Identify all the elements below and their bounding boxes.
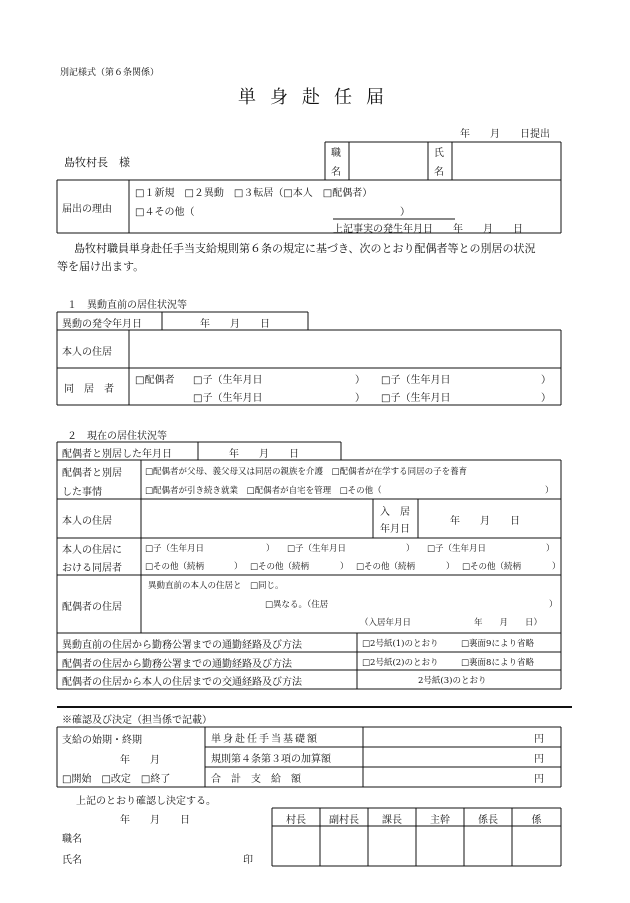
spouse-residence-different[interactable]: □異なる。（住居 — [265, 600, 329, 610]
route-2-option-b[interactable]: □裏面8により省略 — [461, 658, 534, 668]
prev-residence-field[interactable] — [130, 331, 560, 367]
move-in-date[interactable]: 年 月 日 — [450, 516, 520, 527]
current-child-1[interactable]: □子（生年月日 — [145, 544, 205, 554]
cohabitant-child-a2[interactable]: □子（生年月日 — [193, 393, 263, 404]
period-checks[interactable]: □開始 □改定 □終了 — [62, 774, 171, 785]
current-other-3-close: ） — [446, 562, 455, 572]
route-1-option-b[interactable]: □裏面9により省略 — [461, 639, 534, 649]
reason-label: 届出の理由 — [62, 204, 112, 215]
submission-date[interactable]: 年 月 日提出 — [460, 129, 550, 140]
reason-other-close: ） — [400, 207, 410, 218]
base-amount-label: 単身赴任手当基礎額 — [211, 734, 319, 745]
separate-date-value[interactable]: 年 月 日 — [229, 449, 299, 460]
spouse-move-in-date[interactable]: 年 月 日） — [474, 618, 543, 628]
additional-amount-label: 規則第４条第３項の加算額 — [211, 754, 331, 765]
current-other-1[interactable]: □その他（続柄 — [145, 562, 205, 572]
current-residence-label: 本人の住居 — [62, 516, 112, 527]
approver-manager: 主幹 — [430, 815, 450, 826]
decision-date[interactable]: 年 月 日 — [120, 815, 190, 826]
reason-options-line1[interactable]: □１新規 □２異動 □３転居（□本人 □配偶者） — [135, 188, 373, 199]
spouse-residence-same[interactable]: 異動直前の本人の住居と □同じ。 — [148, 581, 284, 591]
spouse-residence-close: ） — [549, 600, 558, 610]
cohabitant-label: 同 居 者 — [64, 384, 114, 395]
cohabitant-spouse[interactable]: □配偶者 — [135, 375, 175, 386]
separate-date-label: 配偶者と別居した年月日 — [62, 449, 172, 460]
current-other-2[interactable]: □その他（続柄 — [250, 562, 310, 572]
approver-deputy-head: 副村長 — [329, 815, 359, 826]
decision-text: 上記のとおり確認し決定する。 — [76, 796, 216, 807]
name-field[interactable] — [453, 143, 560, 179]
intro-line1: 島牧村職員単身赴任手当支給規則第６条の規定に基づき、次のとおり配偶者等との別居の状況 — [74, 242, 536, 255]
circumstance-close: ） — [545, 486, 554, 496]
approver-village-head: 村長 — [286, 815, 306, 826]
name-label-bottom: 名 — [434, 167, 444, 178]
cohabitant-child-a1-close: ） — [355, 375, 365, 386]
spouse-residence-label: 配偶者の住居 — [62, 602, 122, 613]
approver-staff: 係 — [531, 815, 542, 826]
move-in-label-top: 入 居 — [380, 507, 410, 518]
current-child-3-close: ） — [546, 544, 555, 554]
approver-section-chief: 課長 — [382, 815, 402, 826]
occurrence-date[interactable]: 上記事実の発生年月日 年 月 日 — [333, 224, 523, 235]
total-amount-label: 合 計 支 給 額 — [211, 774, 301, 785]
circumstance-options-line1[interactable]: □配偶者が父母、義父母又は同居の親族を介護 □配偶者が在学する同居の子を養育 — [145, 467, 468, 477]
section2-heading: ２ 現在の居住状況等 — [67, 431, 167, 442]
current-child-1-close: ） — [266, 544, 275, 554]
current-other-1-close: ） — [234, 562, 243, 572]
route-3-value: 2号紙(3)のとおり — [418, 676, 487, 686]
period-date[interactable]: 年 月 — [120, 755, 160, 766]
period-label: 支給の始期・終期 — [62, 735, 142, 746]
cohabitant-child-b1-close: ） — [541, 375, 551, 386]
base-amount-yen: 円 — [534, 734, 544, 745]
route-2-label: 配偶者の住居から勤務公署までの通勤経路及び方法 — [62, 659, 292, 670]
current-cohab-label-bottom: おける同居者 — [62, 563, 122, 574]
addressee: 島牧村長 様 — [64, 156, 130, 169]
position-label-top: 職 — [331, 148, 341, 159]
cohabitant-child-b2-close: ） — [541, 393, 551, 404]
cohabitant-child-b2[interactable]: □子（生年月日 — [381, 393, 451, 404]
prev-residence-label: 本人の住居 — [62, 347, 112, 358]
move-in-label-bottom: 年月日 — [380, 524, 410, 535]
route-1-option-a[interactable]: □2号紙(1)のとおり — [362, 639, 439, 649]
current-other-4[interactable]: □その他（続柄 — [462, 562, 522, 572]
cohabitant-child-a2-close: ） — [355, 393, 365, 404]
current-cohab-label-top: 本人の住居に — [62, 545, 122, 556]
spouse-move-in-label: （入居年月日 — [360, 618, 412, 628]
order-date-value[interactable]: 年 月 日 — [200, 319, 270, 330]
route-3-label: 配偶者の住居から本人の住居までの交通経路及び方法 — [62, 677, 302, 688]
circumstance-options-line2[interactable]: □配偶者が引き続き就業 □配偶者が自宅を管理 □その他（ — [145, 486, 382, 496]
current-other-2-close: ） — [340, 562, 349, 572]
approver-subsection-chief: 係長 — [478, 815, 498, 826]
confirm-heading: ※確認及び決定（担当係で記載） — [62, 715, 212, 726]
cohabitant-child-b1[interactable]: □子（生年月日 — [381, 375, 451, 386]
order-date-label: 異動の発令年月日 — [62, 319, 142, 330]
current-other-4-close: ） — [552, 562, 561, 572]
reason-other[interactable]: □４その他（ — [135, 207, 195, 218]
current-other-3[interactable]: □その他（続柄 — [356, 562, 416, 572]
decision-name-label: 氏名 — [62, 855, 82, 866]
circumstance-label-top: 配偶者と別居 — [62, 468, 122, 479]
cohabitant-child-a1[interactable]: □子（生年月日 — [193, 375, 263, 386]
position-field[interactable] — [350, 143, 427, 179]
section1-heading: １ 異動直前の居住状況等 — [67, 300, 187, 311]
name-label-top: 氏 — [434, 148, 444, 159]
circumstance-label-bottom: した事情 — [62, 487, 102, 498]
decision-position-label: 職名 — [62, 834, 82, 845]
current-residence-field[interactable] — [142, 500, 372, 537]
current-child-2-close: ） — [406, 544, 415, 554]
additional-amount-yen: 円 — [534, 754, 544, 765]
seal-mark: 印 — [243, 855, 253, 866]
current-child-3[interactable]: □子（生年月日 — [427, 544, 487, 554]
total-amount-yen: 円 — [534, 774, 544, 785]
page-title: 単身赴任届 — [238, 87, 398, 108]
route-2-option-a[interactable]: □2号紙(2)のとおり — [362, 658, 439, 668]
intro-line2: 等を届け出ます。 — [57, 260, 145, 273]
route-1-label: 異動直前の住居から勤務公署までの通勤経路及び方法 — [62, 640, 302, 651]
current-child-2[interactable]: □子（生年月日 — [287, 544, 347, 554]
form-reference: 別記様式（第６条関係） — [60, 68, 160, 78]
position-label-bottom: 名 — [331, 167, 341, 178]
